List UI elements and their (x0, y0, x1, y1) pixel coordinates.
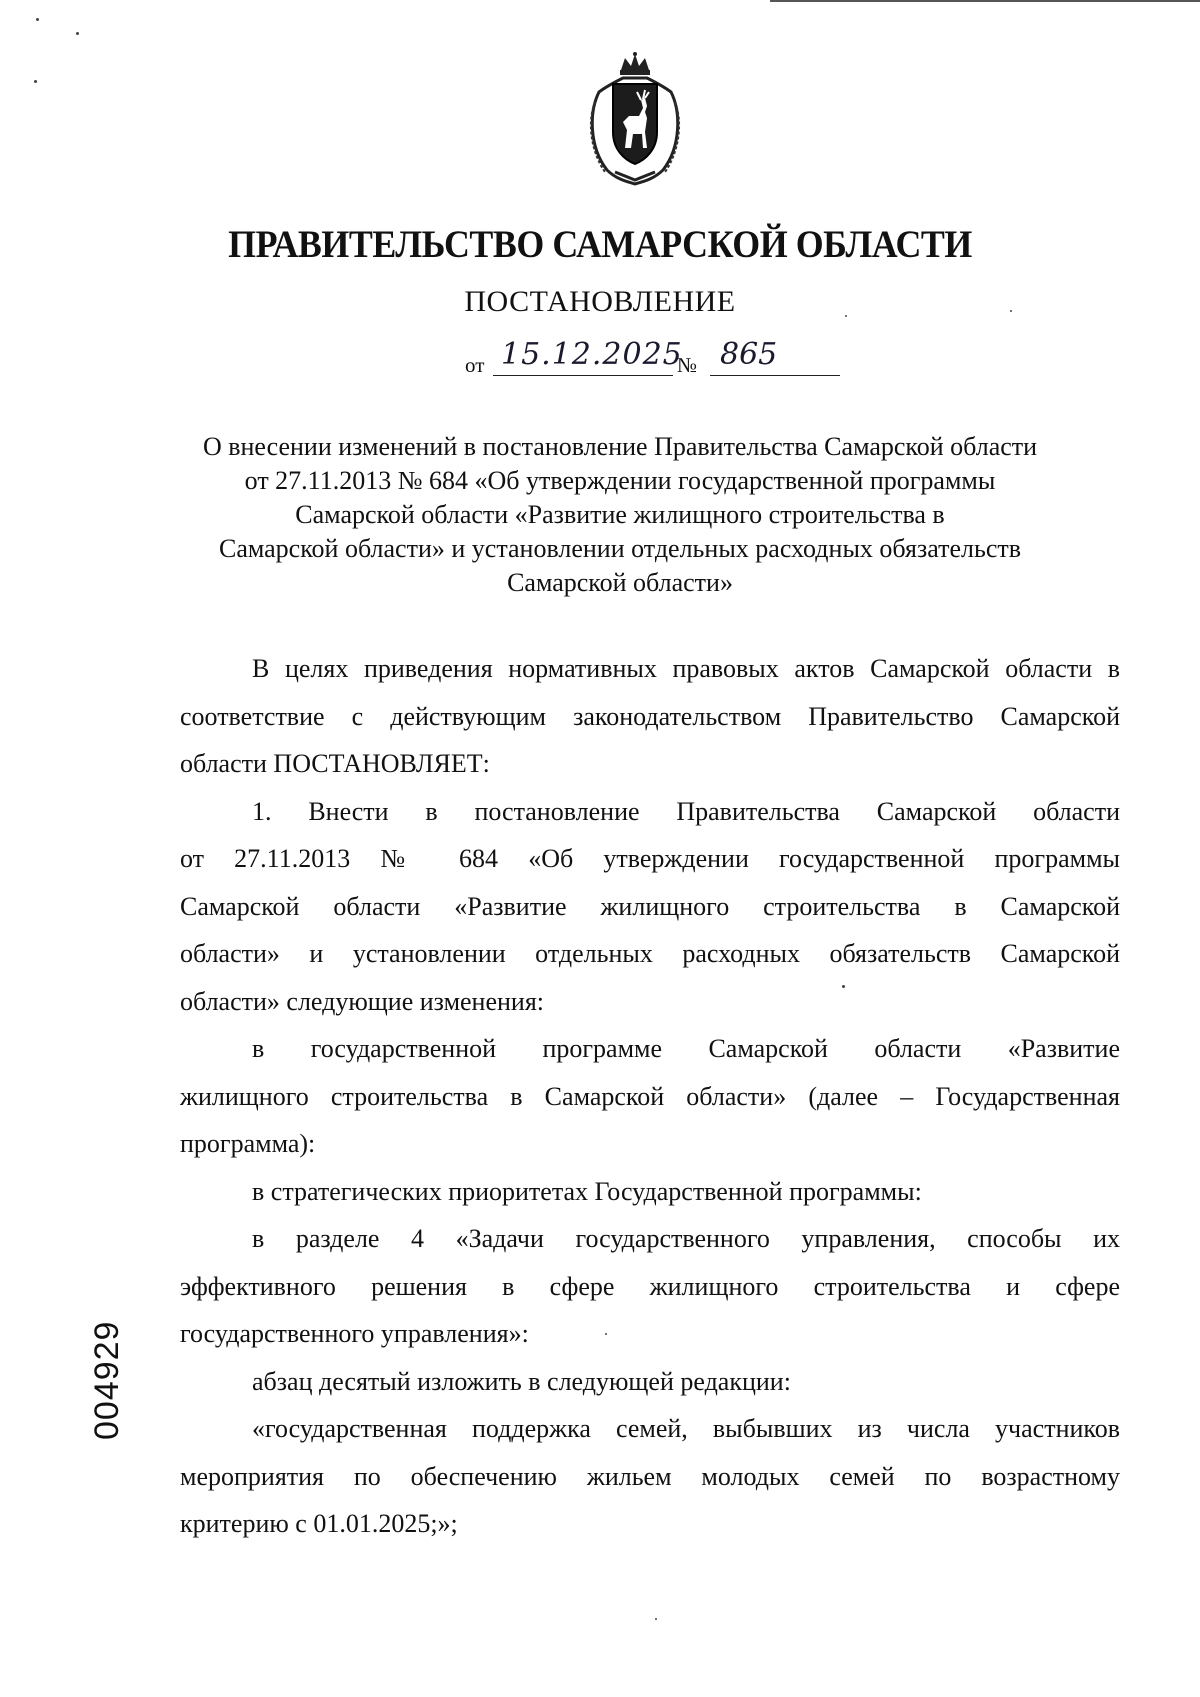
handwritten-number: 865 (720, 337, 778, 372)
subject-line: О внесении изменений в постановление Правительства Самарской области (202, 432, 1038, 461)
issuing-authority-title: ПРАВИТЕЛЬСТВО САМАРСКОЙ ОБЛАСТИ (228, 223, 972, 266)
text-line: в стратегических приоритетах Государственной программы: (252, 1176, 922, 1206)
text-line: в разделе 4 «Задачи государственного управления, способы их (252, 1224, 1120, 1253)
text-line: программа): (180, 1129, 316, 1158)
text-line: в государственной программе Самарской области «Развитие (252, 1034, 1120, 1063)
text-line: области ПОСТАНОВЛЯЕТ: (180, 749, 490, 778)
text-line: абзац десятый изложить в следующей редакции: (252, 1366, 791, 1396)
scan-speck (34, 80, 37, 83)
text-line: соответствие с действующим законодательством Правительство Самарской (180, 701, 1120, 731)
scan-speck (36, 18, 39, 21)
subject-line: Самарской области» и установлении отдельных расходных обязательств (218, 534, 1021, 563)
paragraph-abzac (180, 1358, 1120, 1406)
subject-line: Самарской области» (507, 568, 733, 597)
coat-of-arms-emblem (585, 52, 685, 187)
text-line: области» следующие изменения: (180, 986, 545, 1016)
text-line: области» и установлении отдельных расходных обязательств Самарской (180, 939, 1120, 968)
top-edge-line (770, 0, 1200, 2)
text-line: критерию с 01.01.2025;»; (180, 1509, 458, 1538)
text-line: «государственная поддержка семей, выбывших из числа участников (252, 1414, 1120, 1443)
text-line: мероприятия по обеспечению жильем молодых семей по возрастному (180, 1461, 1120, 1491)
scan-speck (655, 1618, 657, 1620)
paragraph-state-program (180, 1025, 1120, 1168)
document-subject (150, 430, 1090, 600)
document-type-heading: ПОСТАНОВЛЕНИЕ (464, 285, 736, 318)
text-line: Самарской области «Развитие жилищного строительства в Самарской (180, 891, 1120, 921)
text-line: В целях приведения нормативных правовых актов Самарской области в (252, 654, 1120, 683)
document-body (180, 645, 1120, 1548)
text-line: жилищного строительства в Самарской области» (далее – Государственная (180, 1081, 1120, 1111)
text-line: 1. Внести в постановление Правительства Самарской области (252, 796, 1120, 826)
text-line: эффективного решения в сфере жилищного строительства и сфере (180, 1271, 1120, 1301)
paragraph-item-1 (180, 788, 1120, 1026)
side-serial-number: 004929 (88, 1320, 126, 1440)
paragraph-strategic-priorities (180, 1168, 1120, 1216)
text-line: от 27.11.2013 № 684 «Об утверждении государственной программы (180, 844, 1120, 873)
paragraph-quoted-text (180, 1405, 1120, 1548)
number-field (710, 337, 840, 376)
handwritten-date: 15.12.2025 (501, 337, 683, 372)
subject-line: от 27.11.2013 № 684 «Об утверждении государственной программы (244, 466, 996, 495)
subject-line: Самарской области «Развитие жилищного строительства в (295, 500, 945, 529)
date-field (493, 337, 683, 376)
paragraph-preamble (180, 645, 1120, 788)
number-prefix-label: № (677, 353, 698, 377)
date-prefix-label: от (465, 353, 485, 377)
scan-speck (76, 32, 79, 35)
paragraph-section-4 (180, 1215, 1120, 1358)
text-line: государственного управления»: (180, 1319, 529, 1348)
date-number-line (465, 337, 865, 383)
